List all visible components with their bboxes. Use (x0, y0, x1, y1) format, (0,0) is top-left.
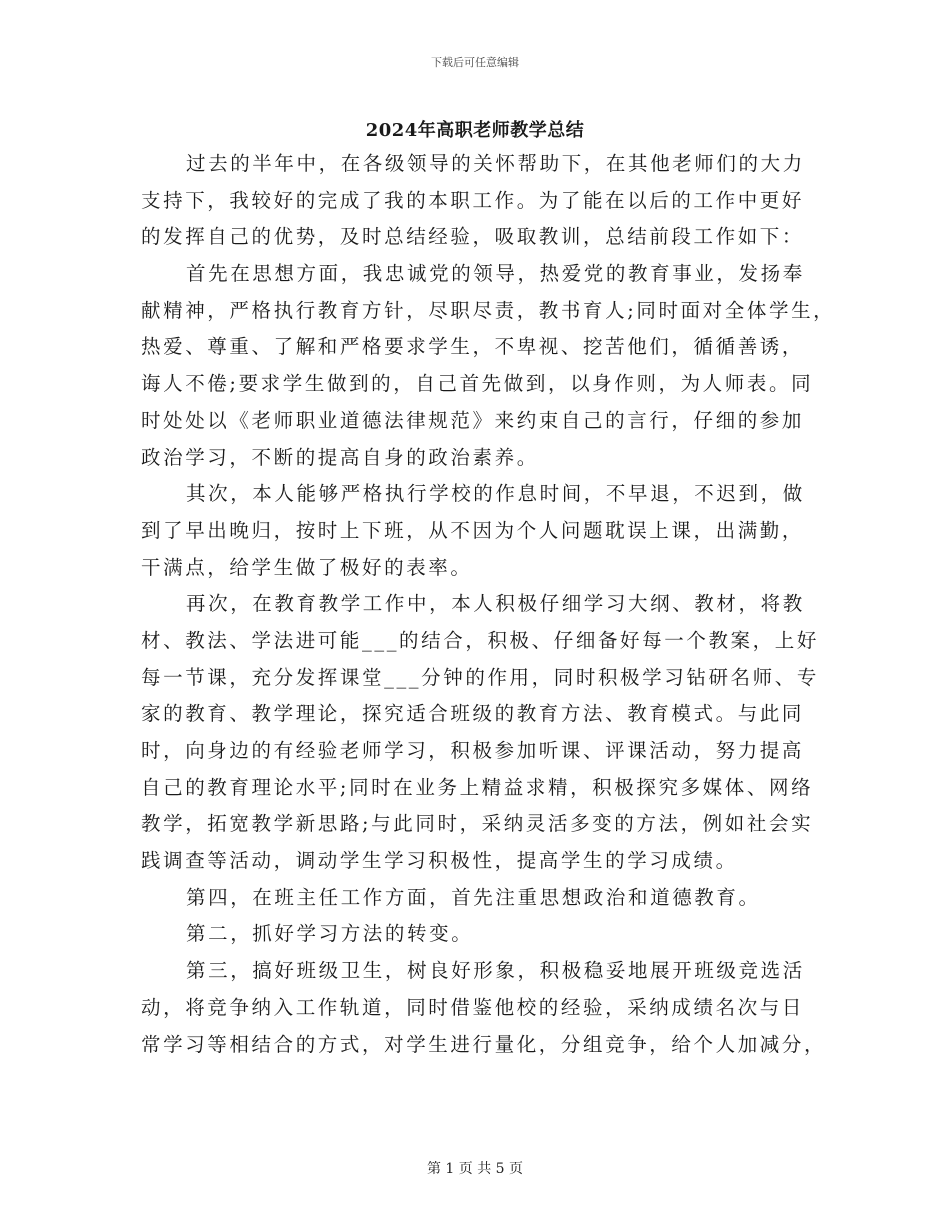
document-title: 2024年高职老师教学总结 (365, 120, 585, 141)
text-line: 热爱、尊重、了解和严格要求学生，不卑视、挖苦他们，循循善诱， (141, 335, 805, 359)
text-line: 材、教法、学法进可能___的结合，积极、仔细备好每一个教案，上好 (141, 628, 819, 652)
text-line: 每一节课，充分发挥课堂___分钟的作用，同时积极学习钻研名师、专 (141, 665, 819, 689)
header-note: 下载后可任意编辑 (431, 56, 519, 69)
text-line: 动，将竞争纳入工作轨道，同时借鉴他校的经验，采纳成绩名次与日 (141, 995, 805, 1019)
text-line: 的发挥自己的优势，及时总结经验，吸取教训，总结前段工作如下： (141, 225, 805, 249)
text-line: 诲人不倦;要求学生做到的，自己首先做到，以身作则，为人师表。同 (141, 372, 814, 396)
text-line: 自己的教育理论水平;同时在业务上精益求精，积极探究多媒体、网络 (141, 775, 814, 799)
page-footer: 第 1 页 共 5 页 (426, 1161, 524, 1177)
text-line: 家的教育、教学理论，探究适合班级的教育方法、教育模式。与此同 (141, 702, 805, 726)
text-line: 献精神，严格执行教育方针，尽职尽责，教书育人;同时面对全体学生， (141, 298, 836, 322)
text-line: 第三，搞好班级卫生，树良好形象，积极稳妥地展开班级竞选活 (186, 959, 805, 983)
text-line: 过去的半年中，在各级领导的关怀帮助下，在其他老师们的大力 (186, 152, 805, 175)
text-line: 教学，拓宽教学新思路;与此同时，采纳灵活多变的方法，例如社会实 (141, 812, 814, 836)
document-body (141, 146, 836, 1063)
text-line: 支持下，我较好的完成了我的本职工作。为了能在以后的工作中更好 (141, 188, 805, 212)
text-line: 到了早出晚归，按时上下班，从不因为个人问题耽误上课，出满勤， (141, 518, 805, 542)
text-line: 第二，抓好学习方法的转变。 (186, 922, 474, 946)
text-line: 时，向身边的有经验老师学习，积极参加听课、评课活动，努力提高 (141, 739, 805, 762)
text-line: 时处处以《老师职业道德法律规范》来约束自己的言行，仔细的参加 (141, 408, 805, 432)
text-line: 干满点，给学生做了极好的表率。 (141, 555, 473, 579)
text-line: 其次，本人能够严格执行学校的作息时间，不早退，不迟到，做 (186, 482, 805, 506)
text-line: 再次，在教育教学工作中，本人积极仔细学习大纲、教材，将教 (186, 592, 805, 616)
text-line: 常学习等相结合的方式，对学生进行量化，分组竞争，给个人加减分， (141, 1032, 827, 1056)
text-line: 践调查等活动，调动学生学习积极性，提高学生的学习成绩。 (141, 849, 738, 873)
text-line: 政治学习，不断的提高自身的政治素养。 (141, 445, 539, 469)
text-line: 首先在思想方面，我忠诚党的领导，热爱党的教育事业，发扬奉 (186, 262, 805, 286)
text-line: 第四，在班主任工作方面，首先注重思想政治和道德教育。 (186, 885, 761, 909)
